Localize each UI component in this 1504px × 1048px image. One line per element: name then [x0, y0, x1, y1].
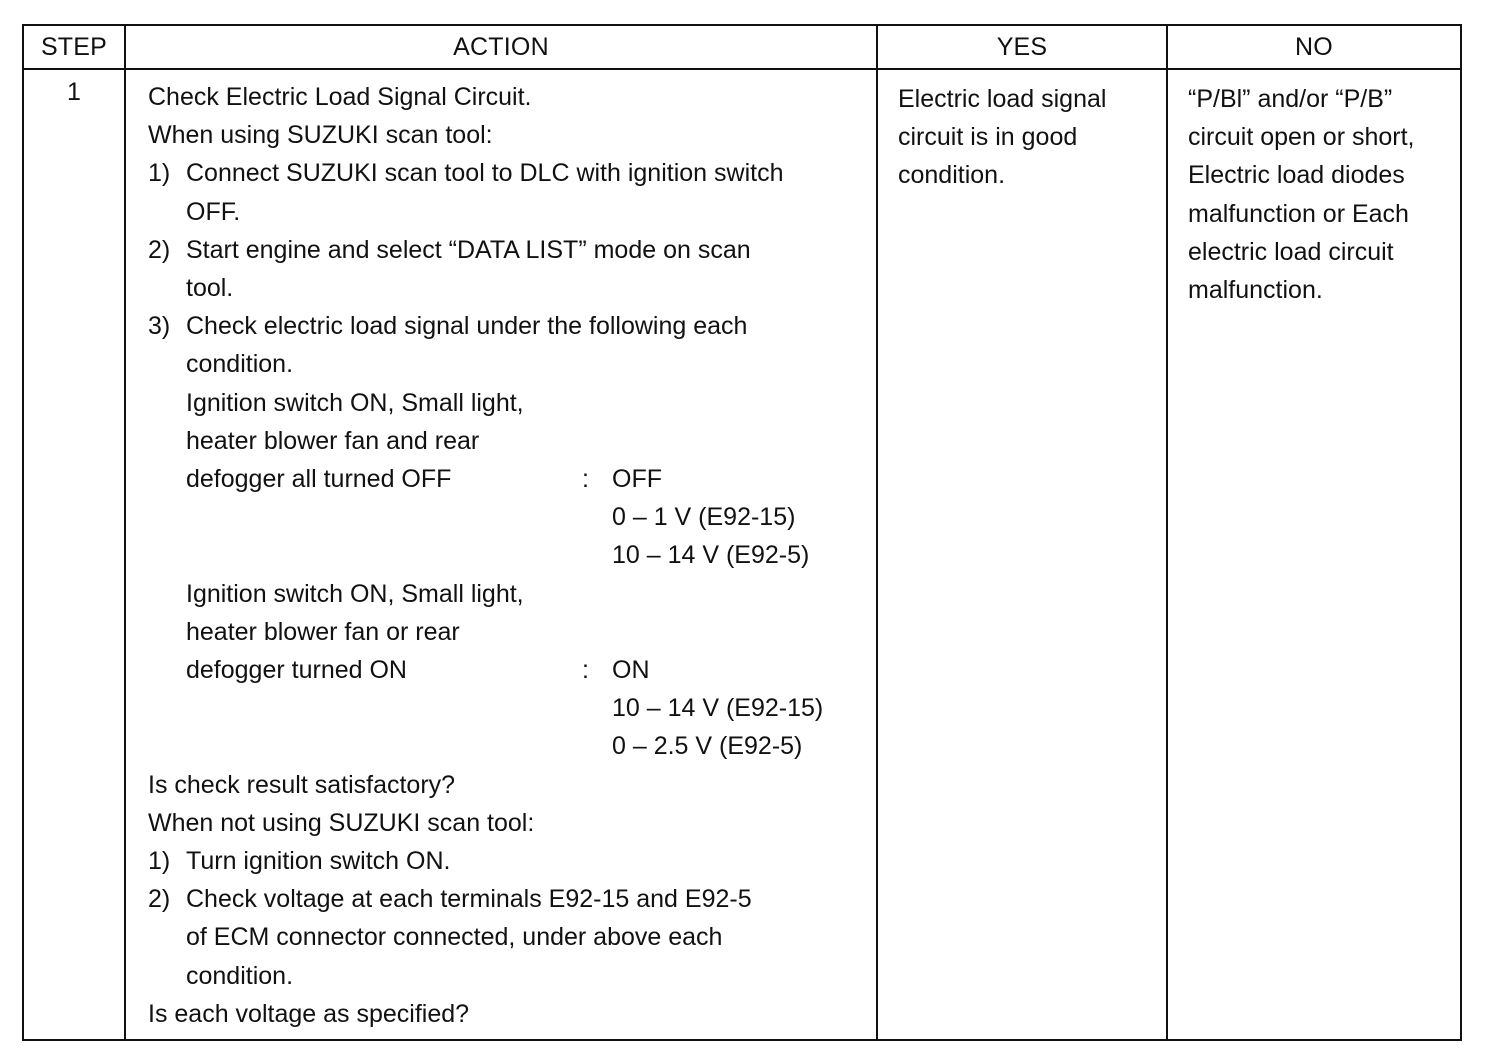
- noscan-step-2-line-2: of ECM connector connected, under above each: [186, 923, 723, 952]
- noscan-step-2-num: 2): [148, 885, 171, 914]
- table-row: [23, 69, 1461, 1040]
- scan-step-3-line-2: condition.: [186, 350, 294, 379]
- no-line-2: circuit open or short,: [1188, 123, 1415, 152]
- diagnostic-table: [22, 24, 1462, 1041]
- cond-on-value-1: ON: [612, 656, 650, 685]
- scan-step-2: [148, 231, 868, 307]
- cond-off-value-3: 10 – 14 V (E92-5): [612, 541, 810, 570]
- condition-off-block: [148, 384, 868, 575]
- no-line-4: malfunction or Each: [1188, 199, 1409, 228]
- yes-cell: [877, 69, 1167, 1040]
- cond-on-value-2: 10 – 14 V (E92-15): [612, 694, 824, 723]
- cond-on-value-3: 0 – 2.5 V (E92-5): [612, 732, 803, 761]
- header-row: [23, 25, 1461, 69]
- header-action: ACTION: [125, 25, 877, 69]
- scan-step-3-num: 3): [148, 312, 171, 341]
- header-yes: YES: [877, 25, 1167, 69]
- question-1: Is check result satisfactory?: [148, 770, 456, 799]
- action-cell: [125, 69, 877, 1040]
- cond-on-colon: :: [582, 656, 589, 685]
- scan-step-1-line-1: Connect SUZUKI scan tool to DLC with ignition switch: [186, 159, 784, 188]
- no-line-3: Electric load diodes: [1188, 161, 1405, 190]
- scan-step-2-num: 2): [148, 235, 171, 264]
- no-line-6: malfunction.: [1188, 276, 1323, 305]
- scan-step-2-line-1: Start engine and select “DATA LIST” mode on scan: [186, 235, 751, 264]
- cond-off-line-1: Ignition switch ON, Small light,: [186, 388, 524, 417]
- condition-on-block: [148, 575, 868, 766]
- scan-step-2-line-2: tool.: [186, 274, 234, 303]
- noscan-step-1-num: 1): [148, 847, 171, 876]
- cond-off-colon: :: [582, 465, 589, 494]
- scan-step-1-line-2: OFF.: [186, 197, 241, 226]
- no-line-1: “P/Bl” and/or “P/B”: [1188, 85, 1393, 113]
- cond-on-line-1: Ignition switch ON, Small light,: [186, 579, 524, 608]
- step-number: 1: [23, 69, 125, 1040]
- scan-step-1-num: 1): [148, 159, 171, 188]
- yes-line-1: Electric load signal: [898, 85, 1107, 113]
- noscan-step-1: [148, 842, 868, 880]
- scan-step-3: [148, 307, 868, 383]
- cond-on-line-3: defogger turned ON: [186, 656, 407, 685]
- no-scan-tool-intro: When not using SUZUKI scan tool:: [148, 808, 535, 837]
- cond-off-line-2: heater blower fan and rear: [186, 426, 480, 455]
- scan-step-1: [148, 154, 868, 230]
- action-title: Check Electric Load Signal Circuit.: [148, 83, 532, 111]
- cond-off-value-2: 0 – 1 V (E92-15): [612, 503, 796, 532]
- noscan-step-2-line-1: Check voltage at each terminals E92-15 and E92-5: [186, 885, 752, 914]
- no-cell: [1167, 69, 1461, 1040]
- noscan-step-1-line-1: Turn ignition switch ON.: [186, 847, 451, 876]
- yes-line-2: circuit is in good: [898, 123, 1078, 152]
- cond-off-line-3: defogger all turned OFF: [186, 465, 452, 494]
- no-line-5: electric load circuit: [1188, 237, 1394, 266]
- cond-on-line-2: heater blower fan or rear: [186, 617, 460, 646]
- yes-line-3: condition.: [898, 161, 1006, 190]
- noscan-step-2-line-3: condition.: [186, 961, 294, 990]
- scan-tool-intro: When using SUZUKI scan tool:: [148, 121, 493, 150]
- scan-step-3-line-1: Check electric load signal under the following each: [186, 312, 748, 341]
- noscan-step-2: [148, 880, 868, 995]
- cond-off-value-1: OFF: [612, 465, 662, 494]
- header-step: STEP: [23, 25, 125, 69]
- header-no: NO: [1167, 25, 1461, 69]
- question-2: Is each voltage as specified?: [148, 999, 470, 1028]
